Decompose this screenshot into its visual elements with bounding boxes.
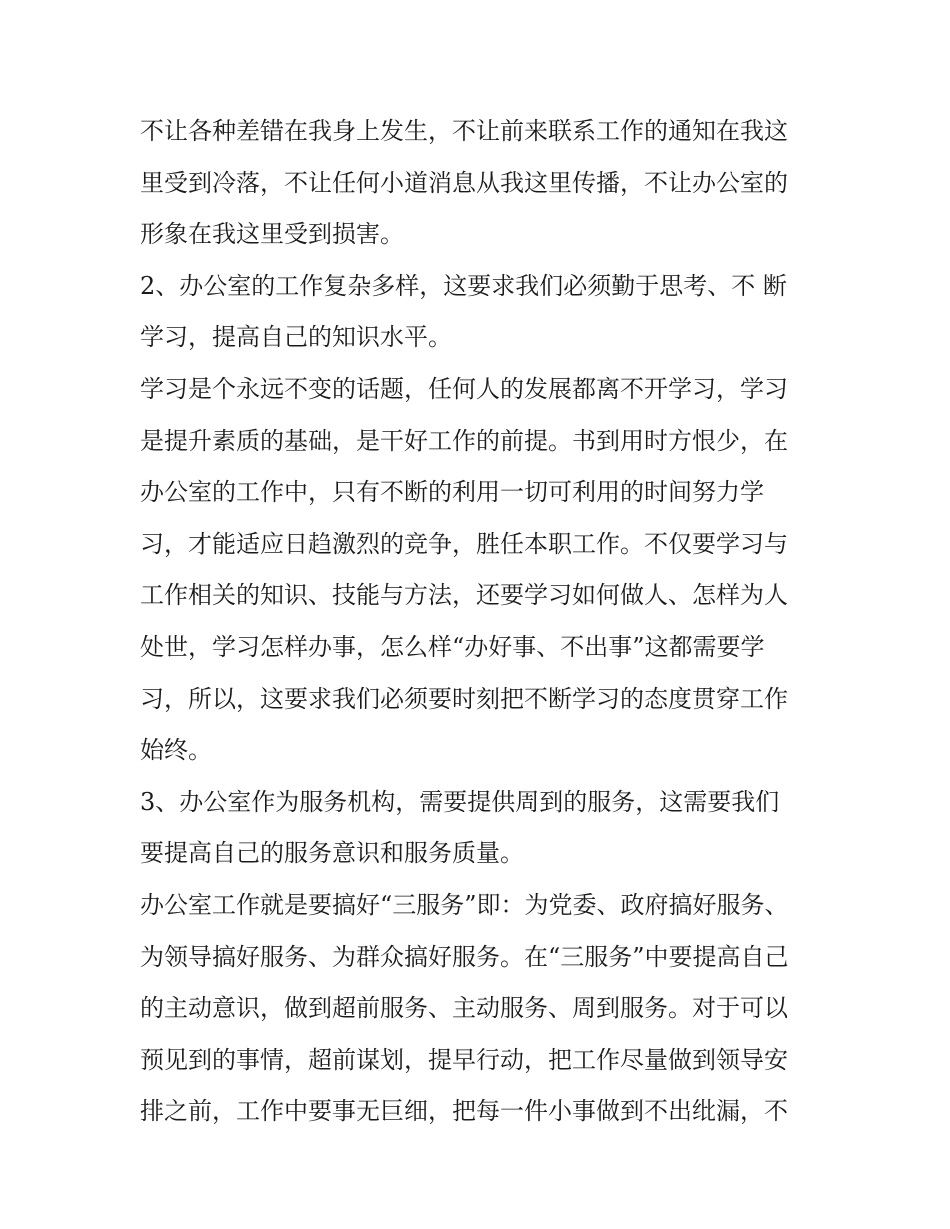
text-line: 学习是个永远不变的话题，任何人的发展都离不开学习，学习 (140, 374, 788, 403)
text-line: 预见到的事情，超前谋划，提早行动，把工作尽量做到领导安 (140, 1045, 788, 1074)
text-line: 的主动意识，做到超前服务、主动服务、周到服务。对于可以 (140, 994, 788, 1023)
text-line: 形象在我这里受到损害。 (140, 220, 404, 249)
document-body (140, 106, 820, 1138)
text-line: 始终。 (140, 736, 212, 765)
section-heading-line: 学习，提高自己的知识水平。 (140, 323, 452, 352)
section-heading-line: 要提高自己的服务意识和服务质量。 (140, 839, 524, 868)
text-line: 处世，学习怎样办事，怎么样“办好事、不出事”这都需要学 (140, 632, 765, 661)
text-line: 习，才能适应日趋激烈的竞争，胜任本职工作。不仅要学习与 (140, 529, 788, 558)
text-line: 里受到冷落，不让任何小道消息从我这里传播，不让办公室的 (140, 168, 788, 197)
text-line: 工作相关的知识、技能与方法，还要学习如何做人、怎样为人 (140, 581, 788, 610)
text-line: 办公室工作就是要搞好“三服务”即：为党委、政府搞好服务、 (140, 890, 789, 919)
text-line: 办公室的工作中，只有不断的利用一切可利用的时间努力学 (140, 478, 764, 507)
section-heading-line: 3、办公室作为服务机构，需要提供周到的服务，这需要我们 (140, 787, 780, 816)
text-line: 习，所以，这要求我们必须要时刻把不断学习的态度贯穿工作 (140, 684, 788, 713)
text-line: 为领导搞好服务、为群众搞好服务。在“三服务”中要提高自己 (140, 942, 789, 971)
section-heading-line: 2、办公室的工作复杂多样，这要求我们必须勤于思考、不 断 (140, 271, 787, 300)
text-line: 排之前，工作中要事无巨细，把每一件小事做到不出纰漏，不 (140, 1097, 788, 1126)
text-line: 不让各种差错在我身上发生，不让前来联系工作的通知在我这 (140, 117, 788, 145)
text-line: 是提升素质的基础，是干好工作的前提。书到用时方恨少，在 (140, 426, 788, 455)
